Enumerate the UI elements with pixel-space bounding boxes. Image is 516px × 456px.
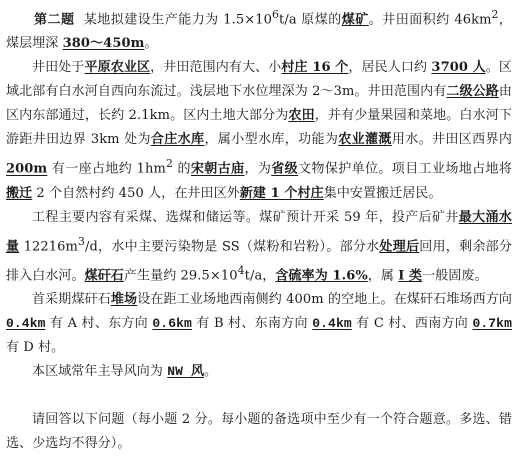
distance-village-c: 0.4km [312, 316, 352, 332]
superscript: 4 [237, 263, 245, 277]
keyword-distance-200m: 200m [6, 161, 48, 177]
text: 一般固废。 [422, 268, 488, 284]
keyword-new-village: 新建 1 个村庄 [239, 185, 324, 201]
paragraph-wind [6, 360, 512, 384]
text: 本区域常年主导风向为 [32, 364, 168, 380]
text: 。井田面积约 46km [368, 12, 492, 28]
keyword-farmland: 农田 [288, 108, 315, 124]
text: ，井田范围内有大、小 [150, 60, 282, 76]
text: 12216m [19, 238, 78, 254]
text: 工程主要内容有采煤、选煤和储运等。煤矿预计开采 59 年，投产后矿井 [32, 209, 459, 225]
keyword-irrigation: 农业灌溉 [338, 132, 392, 148]
distance-village-a: 0.4km [6, 316, 46, 332]
paragraph-instructions [6, 408, 512, 456]
text: t/a， [244, 268, 276, 284]
keyword-sulfur: 含硫率为 1.6% [275, 268, 368, 284]
text: ，煤层埋深 [6, 12, 513, 52]
text: 有一座占地约 1hm [47, 161, 166, 177]
problem-heading: 第二题 [34, 12, 75, 28]
text: ，属 [367, 268, 399, 284]
text: 设在距工业场地西南侧约 400m 的空地上。在煤矸石堆场西方向 [137, 292, 513, 308]
keyword-relic-level: 省级 [271, 161, 299, 177]
keyword-depth: 380～450m [62, 36, 145, 52]
keyword-plain: 平原农业区 [84, 60, 151, 76]
keyword-temple: 宋朝古庙 [190, 161, 245, 177]
text: 。 [144, 36, 158, 52]
text: ，居民人口约 [348, 60, 432, 76]
superscript: 6 [272, 8, 280, 21]
text: 用水。井田区西界内 [391, 132, 512, 148]
keyword-villages: 村庄 16 个 [281, 60, 349, 76]
text: ，为 [244, 161, 272, 177]
distance-village-d: 0.7km [472, 316, 512, 332]
keyword-coal-mine: 煤矿 [341, 12, 369, 28]
keyword-road: 二级公路 [446, 84, 499, 100]
keyword-relocate: 搬迁 [6, 185, 33, 201]
text: ，属小型水库，功能为 [204, 132, 339, 148]
text: 有 B 村、东南方向 [191, 316, 313, 332]
superscript: 3 [77, 234, 85, 248]
paragraph-engineering [6, 206, 512, 289]
text: 有 D 村。 [6, 340, 65, 356]
paragraph-gangue-dump [6, 288, 512, 360]
text: 。区域北部有白水河自西向东流过。浅层地下水位埋深为 2～3m。井田范围内有 [6, 60, 513, 100]
text: 首采期煤矸石 [32, 292, 111, 308]
keyword-dump: 堆场 [110, 292, 138, 308]
text: 由区内东部通过，长约 2.1km。区内土地大部分为 [6, 84, 512, 124]
text: 产生量约 29.5×10 [123, 268, 238, 284]
paragraph-site [6, 56, 512, 205]
text: t/a 原煤的 [279, 12, 342, 28]
keyword-wind: NW 风 [167, 364, 205, 380]
superscript: 2 [165, 157, 173, 171]
text: 的 [172, 161, 191, 177]
paragraph-intro [6, 3, 512, 56]
text: 。 [204, 364, 218, 380]
text: 回用，剩余部分排入白水河。 [6, 238, 512, 284]
keyword-gangue: 煤矸石 [84, 268, 124, 284]
text: 某地拟建设生产能力为 1.5×10 [83, 12, 273, 28]
blank-line [6, 384, 512, 408]
distance-village-b: 0.6km [152, 316, 192, 332]
text: 文物保护单位。项目工业场地占地将 [298, 161, 513, 177]
text: 井田处于 [32, 60, 85, 76]
text: 有 C 村、西南方向 [351, 316, 473, 332]
keyword-reservoir: 合庄水库 [150, 132, 205, 148]
text: /d，水中主要污染物是 SS（煤粉和岩粉）。部分水 [84, 238, 380, 254]
text: ，并有少量果园和菜地。白水河下游距井田边界 3km 处为 [6, 108, 512, 148]
keyword-water-inflow: 最大涌水量 [6, 209, 512, 254]
keyword-population: 3700 人 [431, 60, 486, 76]
superscript: 2 [491, 8, 499, 21]
text: 有 A 村、东方向 [45, 316, 153, 332]
keyword-reuse: 处理后 [379, 238, 420, 254]
keyword-class: I 类 [398, 268, 423, 284]
text: 集中安置搬迁居民。 [323, 185, 442, 201]
text: 请回答以下问题（每小题 2 分。每小题的备选项中至少有一个符合题意。多选、错选、少选均不得分）。 [6, 412, 512, 452]
text: 2 个自然村约 450 人，在井田区外 [32, 185, 240, 201]
problem-document [6, 3, 512, 456]
